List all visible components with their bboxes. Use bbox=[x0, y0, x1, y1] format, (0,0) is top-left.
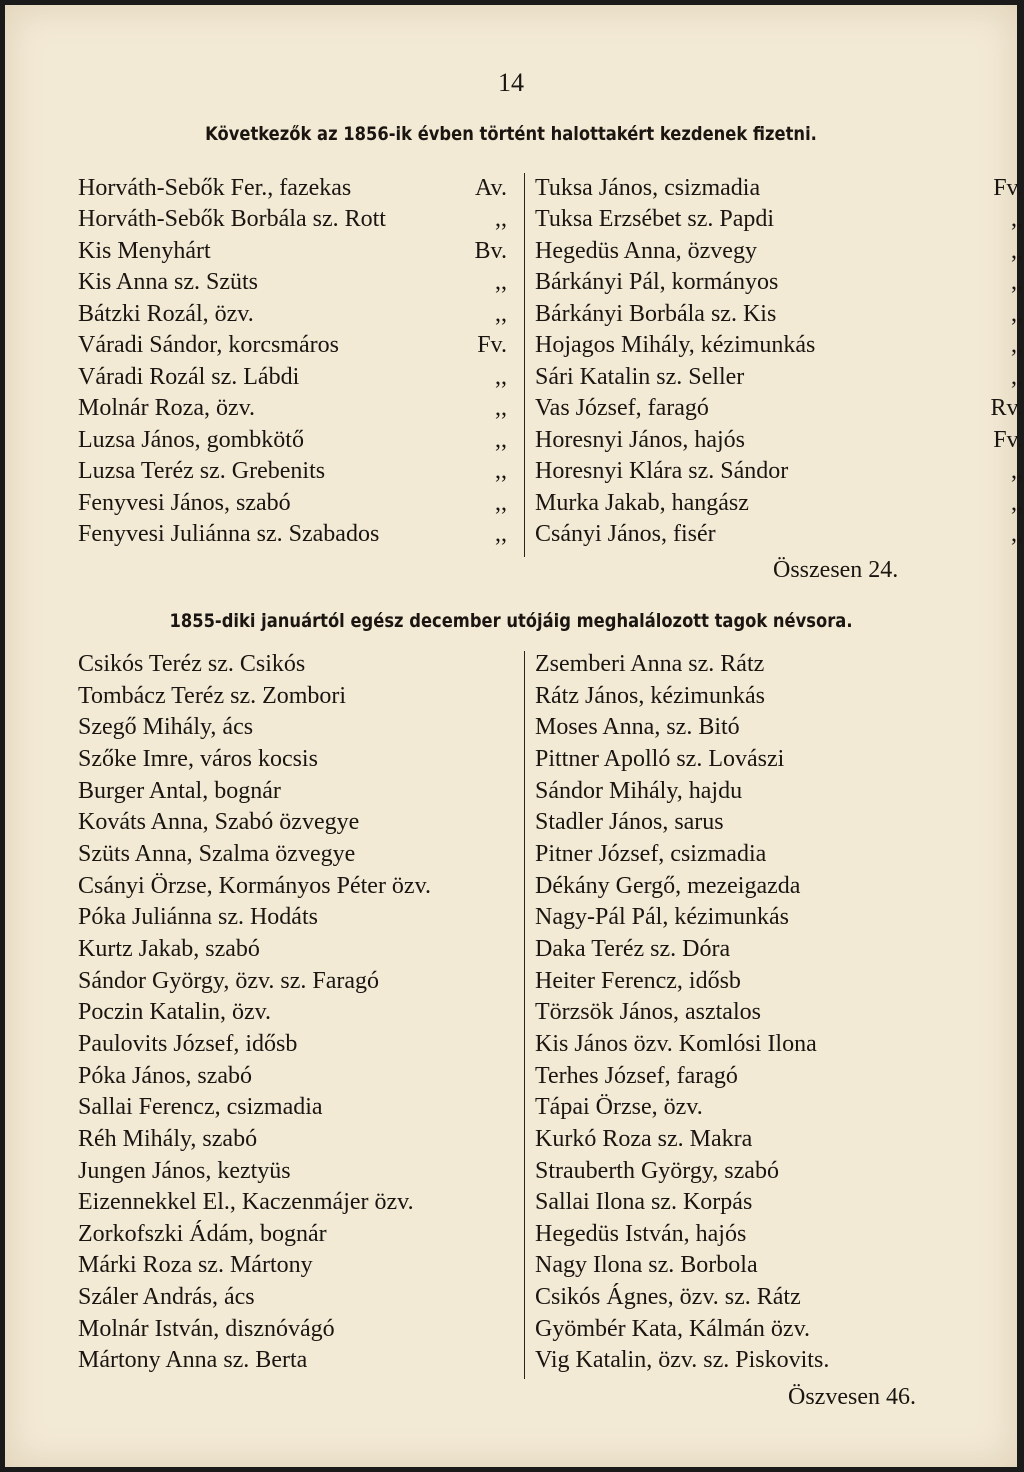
entry-row bbox=[78, 1156, 518, 1188]
entry-name: Heiter Ferencz, idősb bbox=[535, 967, 741, 994]
entry-name: Bárkányi Borbála sz. Kis bbox=[535, 300, 777, 327]
entry-row bbox=[78, 934, 518, 966]
entry-name: Réh Mihály, szabó bbox=[78, 1125, 258, 1152]
entry-row bbox=[535, 1156, 975, 1188]
entry-row bbox=[535, 456, 1023, 487]
entry-row bbox=[535, 299, 1023, 330]
entry-name: Molnár Roza, özv. bbox=[78, 395, 256, 422]
entry-row bbox=[78, 173, 518, 204]
entry-name: Fenyvesi Juliánna sz. Szabados bbox=[78, 520, 380, 547]
entry-row bbox=[535, 1061, 975, 1093]
fee-mark: ,, bbox=[495, 300, 507, 327]
entry-row bbox=[535, 1219, 975, 1251]
entry-name: Murka Jakab, hangász bbox=[535, 489, 749, 516]
fee-mark: Rv. bbox=[990, 395, 1023, 422]
entry-row bbox=[78, 902, 518, 934]
entry-row bbox=[78, 204, 518, 235]
entry-name: Szegő Mihály, ács bbox=[78, 714, 254, 741]
entry-name: Szőke Imre, város kocsis bbox=[78, 745, 318, 772]
entry-name: Kurkó Roza sz. Makra bbox=[535, 1125, 753, 1152]
entry-name: Sándor György, özv. sz. Faragó bbox=[78, 967, 380, 994]
page-number: 14 bbox=[498, 68, 524, 97]
entry-row bbox=[78, 267, 518, 298]
entry-name: Bátzki Rozál, özv. bbox=[78, 300, 254, 327]
column-divider-top bbox=[524, 173, 525, 557]
entry-row bbox=[78, 425, 518, 456]
entry-name: Tápai Örzse, özv. bbox=[535, 1094, 703, 1121]
entry-name: Vig Katalin, özv. sz. Piskovits. bbox=[535, 1347, 830, 1374]
entry-name: Zorkofszki Ádám, bognár bbox=[78, 1220, 327, 1247]
fee-mark: ,, bbox=[1011, 269, 1023, 296]
entry-row bbox=[78, 997, 518, 1029]
entry-row bbox=[535, 204, 1023, 235]
entry-row bbox=[535, 1187, 975, 1219]
entry-name: Pittner Apolló sz. Lovászi bbox=[535, 745, 785, 772]
fee-mark: ,, bbox=[495, 520, 507, 547]
entry-row bbox=[535, 1124, 975, 1156]
entry-name: Váradi Rozál sz. Lábdi bbox=[78, 363, 300, 390]
entry-name: Vas József, faragó bbox=[535, 395, 709, 422]
entry-name: Luzsa János, gombkötő bbox=[78, 426, 304, 453]
entry-row bbox=[535, 712, 975, 744]
entry-name: Kováts Anna, Szabó özvegye bbox=[78, 809, 360, 836]
fee-mark: ,, bbox=[1011, 520, 1023, 547]
entry-row bbox=[78, 744, 518, 776]
entry-row bbox=[78, 456, 518, 487]
entry-row bbox=[535, 649, 975, 681]
entry-name: Rátz János, kézimunkás bbox=[535, 682, 765, 709]
section2-left-column bbox=[78, 649, 518, 1377]
entry-row bbox=[535, 1092, 975, 1124]
fee-mark: ,, bbox=[495, 458, 507, 485]
entry-row bbox=[78, 649, 518, 681]
fee-mark: Fv. bbox=[993, 175, 1023, 201]
entry-name: Poczin Katalin, özv. bbox=[78, 999, 272, 1026]
entry-row bbox=[535, 236, 1023, 267]
entry-name: Csikós Ágnes, özv. sz. Rátz bbox=[535, 1284, 801, 1311]
entry-row bbox=[535, 1250, 975, 1282]
entry-row bbox=[535, 1282, 975, 1314]
entry-row bbox=[78, 681, 518, 713]
entry-name: Csányi János, fisér bbox=[535, 520, 716, 547]
entry-row bbox=[535, 839, 975, 871]
entry-name: Molnár István, disznóvágó bbox=[78, 1315, 335, 1342]
entry-name: Horesnyi Klára sz. Sándor bbox=[535, 458, 789, 485]
entry-name: Csikós Teréz sz. Csikós bbox=[78, 651, 306, 677]
entry-row bbox=[535, 173, 1023, 204]
entry-name: Dékány Gergő, mezeigazda bbox=[535, 872, 801, 899]
entry-row bbox=[78, 1092, 518, 1124]
entry-row bbox=[535, 776, 975, 808]
entry-name: Tuksa Erzsébet sz. Papdi bbox=[535, 206, 775, 233]
section1-right-column bbox=[535, 173, 1023, 550]
entry-name: Gyömbér Kata, Kálmán özv. bbox=[535, 1315, 811, 1342]
entry-row bbox=[535, 393, 1023, 424]
fee-mark: Fv. bbox=[993, 426, 1023, 453]
entry-name: Hegedüs Anna, özvegy bbox=[535, 237, 757, 264]
entry-row bbox=[535, 807, 975, 839]
entry-name: Moses Anna, sz. Bitó bbox=[535, 714, 740, 741]
entry-row bbox=[535, 488, 1023, 519]
entry-name: Kis János özv. Komlósi Ilona bbox=[535, 1030, 817, 1057]
entry-row bbox=[535, 681, 975, 713]
section1-heading: Következők az 1856-ik évben történt halottakért kezdenek fizetni. bbox=[205, 123, 817, 145]
entry-name: Jungen János, keztyüs bbox=[78, 1157, 291, 1184]
fee-mark: ,, bbox=[1011, 363, 1023, 390]
entry-name: Strauberth György, szabó bbox=[535, 1157, 779, 1184]
entry-name: Kis Menyhárt bbox=[78, 237, 211, 264]
entry-row bbox=[78, 871, 518, 903]
entry-row bbox=[535, 362, 1023, 393]
entry-row bbox=[535, 997, 975, 1029]
entry-name: Kurtz Jakab, szabó bbox=[78, 935, 260, 962]
entry-name: Mártony Anna sz. Berta bbox=[78, 1347, 308, 1374]
fee-mark: Av. bbox=[475, 175, 507, 201]
document-page bbox=[5, 5, 1023, 1467]
entry-row bbox=[78, 1029, 518, 1061]
entry-row bbox=[78, 1124, 518, 1156]
entry-name: Nagy-Pál Pál, kézimunkás bbox=[535, 904, 789, 931]
fee-mark: ,, bbox=[495, 363, 507, 390]
entry-name: Váradi Sándor, korcsmáros bbox=[78, 332, 339, 359]
entry-row bbox=[78, 519, 518, 550]
section2-right-column bbox=[535, 649, 975, 1377]
fee-mark: ,, bbox=[1011, 206, 1023, 233]
entry-name: Sándor Mihály, hajdu bbox=[535, 777, 743, 804]
entry-name: Póka János, szabó bbox=[78, 1062, 252, 1089]
section2-heading: 1855-diki januártól egész december utójáig meghalálozott tagok névsora. bbox=[169, 610, 853, 632]
fee-mark: ,, bbox=[1011, 300, 1023, 327]
entry-row bbox=[78, 712, 518, 744]
entry-row bbox=[535, 934, 975, 966]
entry-row bbox=[535, 1345, 975, 1377]
entry-row bbox=[78, 1282, 518, 1314]
entry-row bbox=[78, 807, 518, 839]
entry-row bbox=[78, 488, 518, 519]
fee-mark: ,, bbox=[495, 426, 507, 453]
entry-name: Paulovits József, idősb bbox=[78, 1030, 298, 1057]
fee-mark: ,, bbox=[1011, 489, 1023, 516]
entry-name: Stadler János, sarus bbox=[535, 809, 724, 836]
entry-name: Zsemberi Anna sz. Rátz bbox=[535, 651, 765, 677]
entry-name: Csányi Örzse, Kormányos Péter özv. bbox=[78, 872, 432, 899]
fee-mark: Bv. bbox=[474, 237, 507, 264]
entry-name: Horváth-Sebők Fer., fazekas bbox=[78, 175, 352, 201]
section1-total: Összesen 24. bbox=[773, 557, 899, 583]
fee-mark: ,, bbox=[495, 269, 507, 296]
entry-name: Terhes József, faragó bbox=[535, 1062, 738, 1089]
entry-row bbox=[78, 299, 518, 330]
entry-row bbox=[78, 966, 518, 998]
entry-name: Horváth-Sebők Borbála sz. Rott bbox=[78, 206, 386, 233]
entry-name: Póka Juliánna sz. Hodáts bbox=[78, 904, 318, 931]
column-divider-bottom bbox=[524, 651, 525, 1379]
entry-name: Eizennekkel El., Kaczenmájer özv. bbox=[78, 1189, 414, 1216]
entry-row bbox=[535, 519, 1023, 550]
fee-mark: ,, bbox=[495, 395, 507, 422]
section1-left-column bbox=[78, 173, 518, 550]
entry-name: Daka Teréz sz. Dóra bbox=[535, 935, 731, 962]
entry-row bbox=[535, 330, 1023, 361]
entry-name: Márki Roza sz. Mártony bbox=[78, 1252, 313, 1279]
entry-name: Szüts Anna, Szalma özvegye bbox=[78, 840, 356, 867]
entry-row bbox=[535, 871, 975, 903]
entry-name: Tombácz Teréz sz. Zombori bbox=[78, 682, 347, 709]
entry-row bbox=[78, 776, 518, 808]
entry-row bbox=[78, 1061, 518, 1093]
entry-row bbox=[535, 1029, 975, 1061]
entry-name: Tuksa János, csizmadia bbox=[535, 175, 761, 201]
entry-row bbox=[535, 425, 1023, 456]
fee-mark: Fv. bbox=[477, 332, 507, 359]
entry-row bbox=[78, 393, 518, 424]
entry-row bbox=[535, 1314, 975, 1346]
entry-name: Fenyvesi János, szabó bbox=[78, 489, 291, 516]
entry-row bbox=[78, 330, 518, 361]
fee-mark: ,, bbox=[1011, 458, 1023, 485]
entry-name: Luzsa Teréz sz. Grebenits bbox=[78, 458, 326, 485]
section2-total: Öszvesen 46. bbox=[788, 1384, 916, 1410]
entry-name: Nagy Ilona sz. Borbola bbox=[535, 1252, 758, 1279]
entry-row bbox=[78, 1219, 518, 1251]
entry-name: Sári Katalin sz. Seller bbox=[535, 363, 745, 390]
fee-mark: ,, bbox=[495, 206, 507, 233]
entry-name: Hegedüs István, hajós bbox=[535, 1220, 747, 1247]
entry-name: Sallai Ilona sz. Korpás bbox=[535, 1189, 753, 1216]
entry-row bbox=[535, 902, 975, 934]
entry-name: Burger Antal, bognár bbox=[78, 777, 281, 804]
entry-row bbox=[535, 744, 975, 776]
entry-row bbox=[78, 362, 518, 393]
entry-row bbox=[78, 1314, 518, 1346]
entry-name: Hojagos Mihály, kézimunkás bbox=[535, 332, 816, 359]
entry-name: Törzsök János, asztalos bbox=[535, 999, 761, 1026]
entry-row bbox=[535, 267, 1023, 298]
entry-row bbox=[78, 1250, 518, 1282]
entry-name: Kis Anna sz. Szüts bbox=[78, 269, 258, 296]
entry-name: Horesnyi János, hajós bbox=[535, 426, 745, 453]
entry-row bbox=[78, 839, 518, 871]
entry-name: Száler András, ács bbox=[78, 1284, 255, 1311]
entry-name: Sallai Ferencz, csizmadia bbox=[78, 1094, 323, 1121]
fee-mark: ,, bbox=[1011, 237, 1023, 264]
entry-row bbox=[78, 236, 518, 267]
entry-row bbox=[535, 966, 975, 998]
entry-row bbox=[78, 1187, 518, 1219]
entry-name: Pitner József, csizmadia bbox=[535, 840, 767, 867]
fee-mark: ,, bbox=[495, 489, 507, 516]
entry-row bbox=[78, 1345, 518, 1377]
entry-name: Bárkányi Pál, kormányos bbox=[535, 269, 779, 296]
fee-mark: ,, bbox=[1011, 332, 1023, 359]
